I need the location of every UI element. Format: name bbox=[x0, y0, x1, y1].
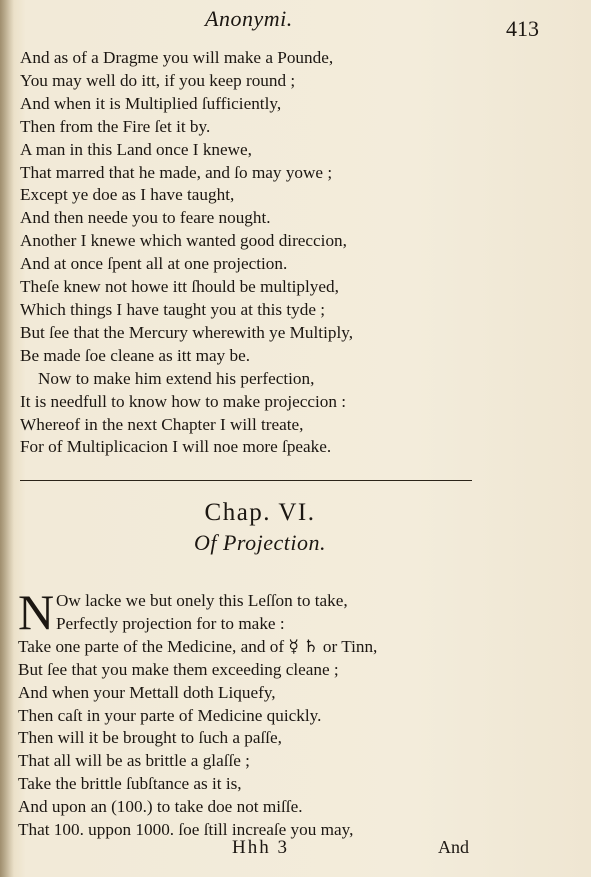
verse-line: And as of a Dragme you will make a Pounde, bbox=[20, 48, 334, 67]
verse-line: For of Multiplicacion I will noe more ſpeake. bbox=[20, 437, 332, 457]
signature-mark: Hhh 3 bbox=[232, 837, 289, 858]
verse-line: And then neede you to feare nought. bbox=[20, 208, 271, 228]
page-footer bbox=[0, 837, 591, 867]
chapter-text bbox=[18, 584, 563, 842]
verse-line: Except ye doe as I have taught, bbox=[20, 185, 235, 205]
drop-cap: N bbox=[18, 584, 55, 640]
verse-line: And at once ſpent all at one projection. bbox=[20, 254, 288, 274]
text-line: Ow lacke we but onely this Leſſon to take, bbox=[56, 591, 348, 610]
catchword: And bbox=[438, 837, 469, 857]
verse-block bbox=[20, 47, 560, 459]
section-divider bbox=[20, 480, 472, 481]
verse-line: Another I knewe which wanted good direccion, bbox=[20, 231, 347, 251]
verse-line: That marred that he made, and ſo may yowe ; bbox=[20, 162, 333, 182]
running-title: Anonymi. bbox=[205, 6, 293, 31]
verse-line: A man in this Land once I knewe, bbox=[20, 139, 252, 159]
text-line: And when your Mettall doth Liquefy, bbox=[18, 682, 276, 702]
text-line: That 100. uppon 1000. ſoe ſtill increaſe you may, bbox=[18, 820, 354, 840]
verse-line: Be made ſoe cleane as itt may be. bbox=[20, 345, 251, 365]
gutter-shadow bbox=[0, 0, 14, 877]
verse-line: Whereof in the next Chapter I will treate, bbox=[20, 414, 304, 434]
verse-line: Theſe knew not howe itt ſhould be multiplyed, bbox=[20, 277, 339, 297]
verse-line: But ſee that the Mercury wherewith ye Multiply, bbox=[20, 322, 353, 342]
chapter-title: Chap. VI. bbox=[204, 499, 316, 526]
verse-line: And when it is Multiplied ſufficiently, bbox=[20, 93, 282, 113]
verse-line: Which things I have taught you at this tyde ; bbox=[20, 299, 326, 319]
chapter-subtitle: Of Projection. bbox=[193, 530, 327, 555]
verse-line: Now to make him extend his perfection, bbox=[38, 368, 315, 388]
verse-line: You may well do itt, if you keep round ; bbox=[20, 70, 296, 90]
running-head bbox=[0, 6, 591, 41]
verse-line: It is needfull to know how to make projeccion : bbox=[20, 391, 347, 411]
chapter-heading bbox=[60, 497, 460, 557]
text-line: Take the brittle ſubſtance as it is, bbox=[18, 774, 242, 794]
text-line: Then will it be brought to ſuch a paſſe, bbox=[18, 728, 282, 748]
text-line: That all will be as brittle a glaſſe ; bbox=[18, 751, 250, 771]
page-number: 413 bbox=[506, 16, 539, 41]
text-line: Take one parte of the Medicine, and of ☿ ♄ or Tinn, bbox=[18, 636, 378, 656]
verse-line: Then from the Fire ſet it by. bbox=[20, 116, 211, 136]
text-line: Then caſt in your parte of Medicine quickly. bbox=[18, 705, 322, 725]
text-line: And upon an (100.) to take doe not miſſe. bbox=[18, 797, 303, 817]
text-line: But ſee that you make them exceeding cleane ; bbox=[18, 659, 339, 679]
text-line: Perfectly projection for to make : bbox=[56, 613, 285, 633]
